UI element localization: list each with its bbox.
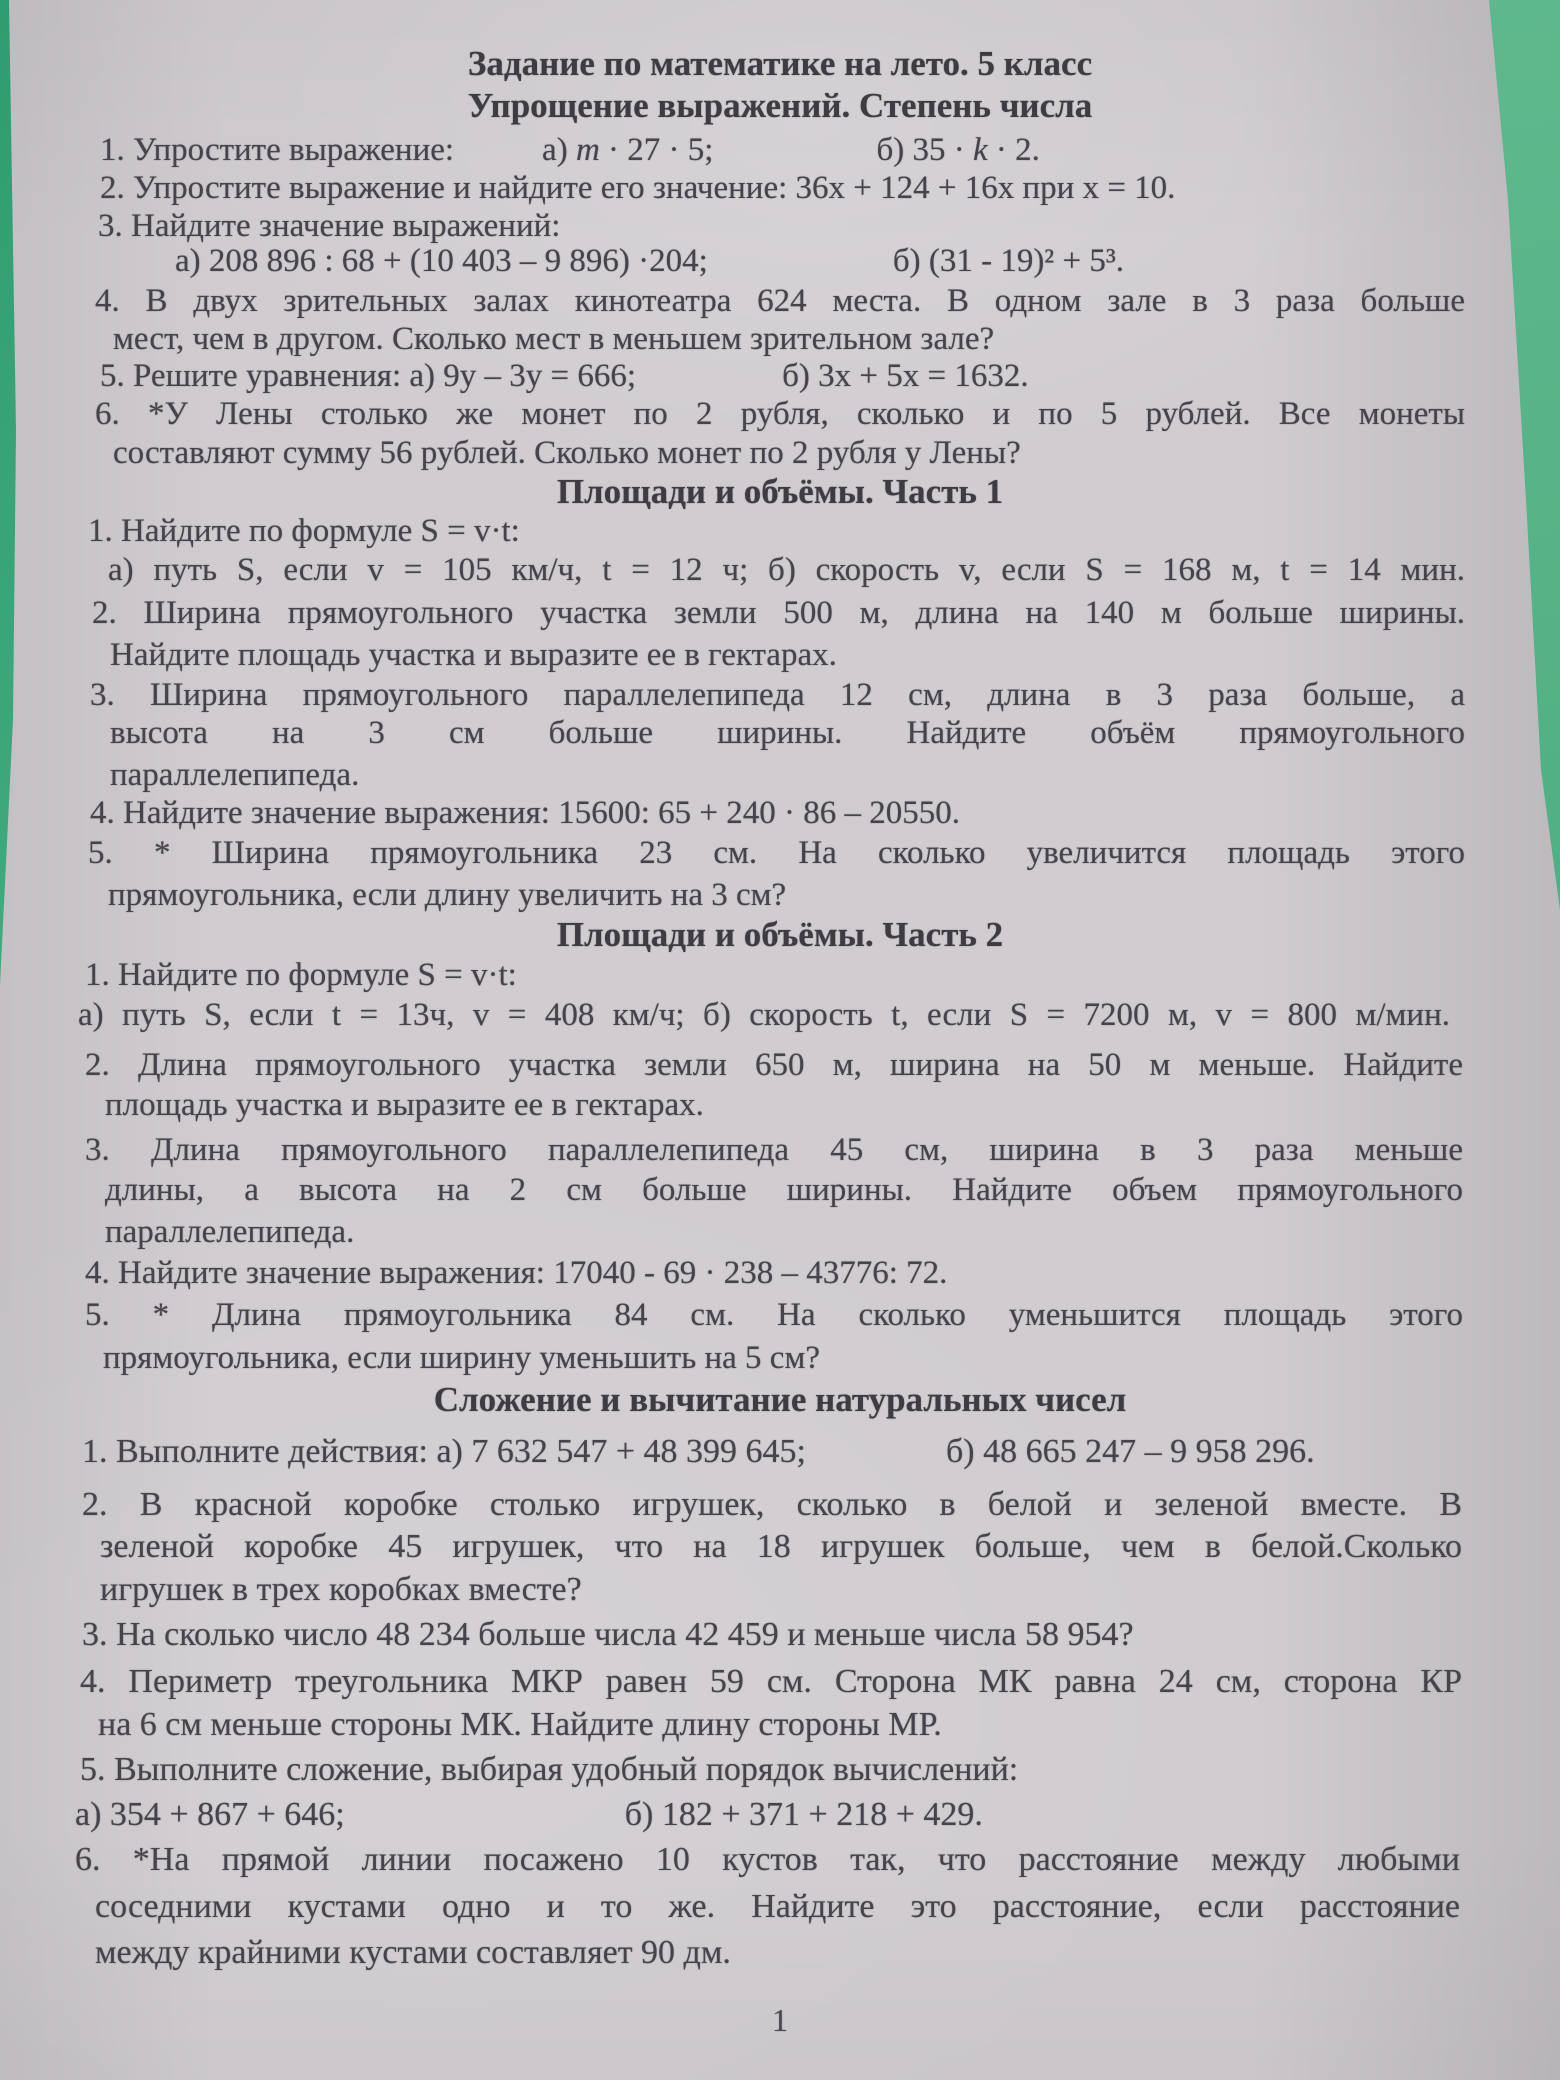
- text-line: 1. Найдите по формуле S = v·t:: [88, 513, 520, 549]
- text-line: на 6 см меньше стороны МК. Найдите длину стороны МР.: [98, 1706, 942, 1743]
- text-line: 5. * Ширина прямоугольника 23 см. На сколько увеличится площадь этого: [88, 835, 1465, 871]
- text-line: 3. На сколько число 48 234 больше числа 42 459 и меньше числа 58 954?: [82, 1616, 1134, 1653]
- text-line: 2. Ширина прямоугольного участка земли 500 м, длина на 140 м больше ширины.: [92, 595, 1465, 631]
- text-line: 2. Длина прямоугольного участка земли 650 м, ширина на 50 м меньше. Найдите: [85, 1047, 1463, 1083]
- text-line: прямоугольника, если ширину уменьшить на 5 см?: [103, 1340, 820, 1376]
- text-line: [175, 241, 1124, 281]
- text-fragment: m: [575, 132, 600, 168]
- text-fragment: · 2.: [987, 132, 1040, 168]
- text-line: параллелепипеда.: [105, 1214, 355, 1250]
- text-line: 5. Выполните сложение, выбирая удобный порядок вычислений:: [80, 1751, 1019, 1788]
- text-fragment: б) (31 - 19)² + 5³.: [892, 243, 1124, 279]
- text-line: высота на 3 см больше ширины. Найдите объём прямоугольного: [110, 715, 1465, 751]
- section-heading: Площади и объёмы. Часть 2: [556, 915, 1004, 954]
- text-line: мест, чем в другом. Сколько мест в меньшем зрительном зале?: [113, 321, 995, 357]
- text-line: 6. *У Лены столько же монет по 2 рубля, сколько и по 5 рублей. Все монеты: [95, 396, 1465, 432]
- text-fragment: · 27 · 5;: [599, 132, 714, 168]
- text-line: 3. Найдите значение выражений:: [98, 208, 561, 244]
- text-line: 6. *На прямой линии посажено 10 кустов так, что расстояние между любыми: [75, 1841, 1460, 1878]
- text-line: 4. Периметр треугольника МКР равен 59 см. Сторона МК равна 24 см, сторона КР: [80, 1663, 1462, 1700]
- text-fragment: а) 354 + 867 + 646;: [75, 1796, 345, 1833]
- text-fragment: 5. Решите уравнения: а) 9y – 3y = 666;: [100, 358, 637, 394]
- text-line: 4. В двух зрительных залах кинотеатра 624 места. В одном зале в 3 раза больше: [95, 283, 1465, 319]
- text-fragment: б) 48 665 247 – 9 958 296.: [945, 1433, 1315, 1470]
- page-number: 1: [772, 2002, 788, 2038]
- text-fragment: k: [972, 132, 988, 168]
- text-line: а) путь S, если t = 13ч, v = 408 км/ч; б) скорость t, если S = 7200 м, v = 800 м/мин.: [78, 997, 1450, 1033]
- text-line: соседними кустами одно и то же. Найдите это расстояние, если расстояние: [95, 1888, 1460, 1925]
- text-line: [75, 1795, 983, 1835]
- text-line: 2. В красной коробке столько игрушек, сколько в белой и зеленой вместе. В: [82, 1486, 1462, 1523]
- section-heading: Упрощение выражений. Степень числа: [467, 86, 1093, 125]
- worksheet-title: Задание по математике на лето. 5 класс: [467, 44, 1093, 83]
- section-heading: Сложение и вычитание натуральных чисел: [433, 1380, 1127, 1419]
- text-line: а) путь S, если v = 105 км/ч, t = 12 ч; б) скорость v, если S = 168 м, t = 14 мин.: [108, 552, 1465, 588]
- text-fragment: б) 182 + 371 + 218 + 429.: [624, 1796, 983, 1833]
- text-line: 1. Найдите по формуле S = v·t:: [85, 957, 517, 993]
- text-fragment: б) 3x + 5x = 1632.: [782, 358, 1029, 394]
- text-line: 2. Упростите выражение и найдите его значение: 36x + 124 + 16x при x = 10.: [100, 170, 1176, 206]
- text-line: между крайними кустами составляет 90 дм.: [95, 1934, 731, 1971]
- text-line: 5. * Длина прямоугольника 84 см. На сколько уменьшится площадь этого: [85, 1297, 1463, 1333]
- text-line: 3. Ширина прямоугольного параллелепипеда 12 см, длина в 3 раза больше, а: [90, 677, 1465, 713]
- text-line: Найдите площадь участка и выразите ее в гектарах.: [110, 637, 837, 673]
- text-line: 4. Найдите значение выражения: 17040 - 69 · 238 – 43776: 72.: [85, 1255, 948, 1291]
- text-line: площадь участка и выразите ее в гектарах.: [105, 1087, 704, 1123]
- text-line: прямоугольника, если длину увеличить на 3 см?: [108, 877, 787, 913]
- text-line: зеленой коробке 45 игрушек, что на 18 игрушек больше, чем в белой.Сколько: [100, 1528, 1462, 1565]
- text-line: [100, 130, 1040, 170]
- text-line: составляют сумму 56 рублей. Сколько монет по 2 рубля у Лены?: [113, 435, 1021, 471]
- section-heading: Площади и объёмы. Часть 1: [556, 472, 1004, 511]
- text-fragment: 1. Выполните действия: а) 7 632 547 + 48 399 645;: [82, 1433, 806, 1470]
- text-line: игрушек в трех коробках вместе?: [100, 1571, 582, 1608]
- text-fragment: а): [542, 132, 576, 168]
- text-line: [82, 1432, 1315, 1472]
- text-line: длины, а высота на 2 см больше ширины. Найдите объем прямоугольного: [105, 1172, 1463, 1208]
- text-line: 4. Найдите значение выражения: 15600: 65 + 240 · 86 – 20550.: [90, 795, 960, 831]
- text-line: 3. Длина прямоугольного параллелепипеда 45 см, ширина в 3 раза меньше: [85, 1132, 1463, 1168]
- text-line: [100, 356, 1029, 396]
- text-fragment: б) 35 ·: [876, 132, 973, 168]
- text-line: параллелепипеда.: [110, 757, 360, 793]
- text-fragment: 1. Упростите выражение:: [100, 132, 455, 168]
- text-fragment: а) 208 896 : 68 + (10 403 – 9 896) ·204;: [175, 243, 708, 279]
